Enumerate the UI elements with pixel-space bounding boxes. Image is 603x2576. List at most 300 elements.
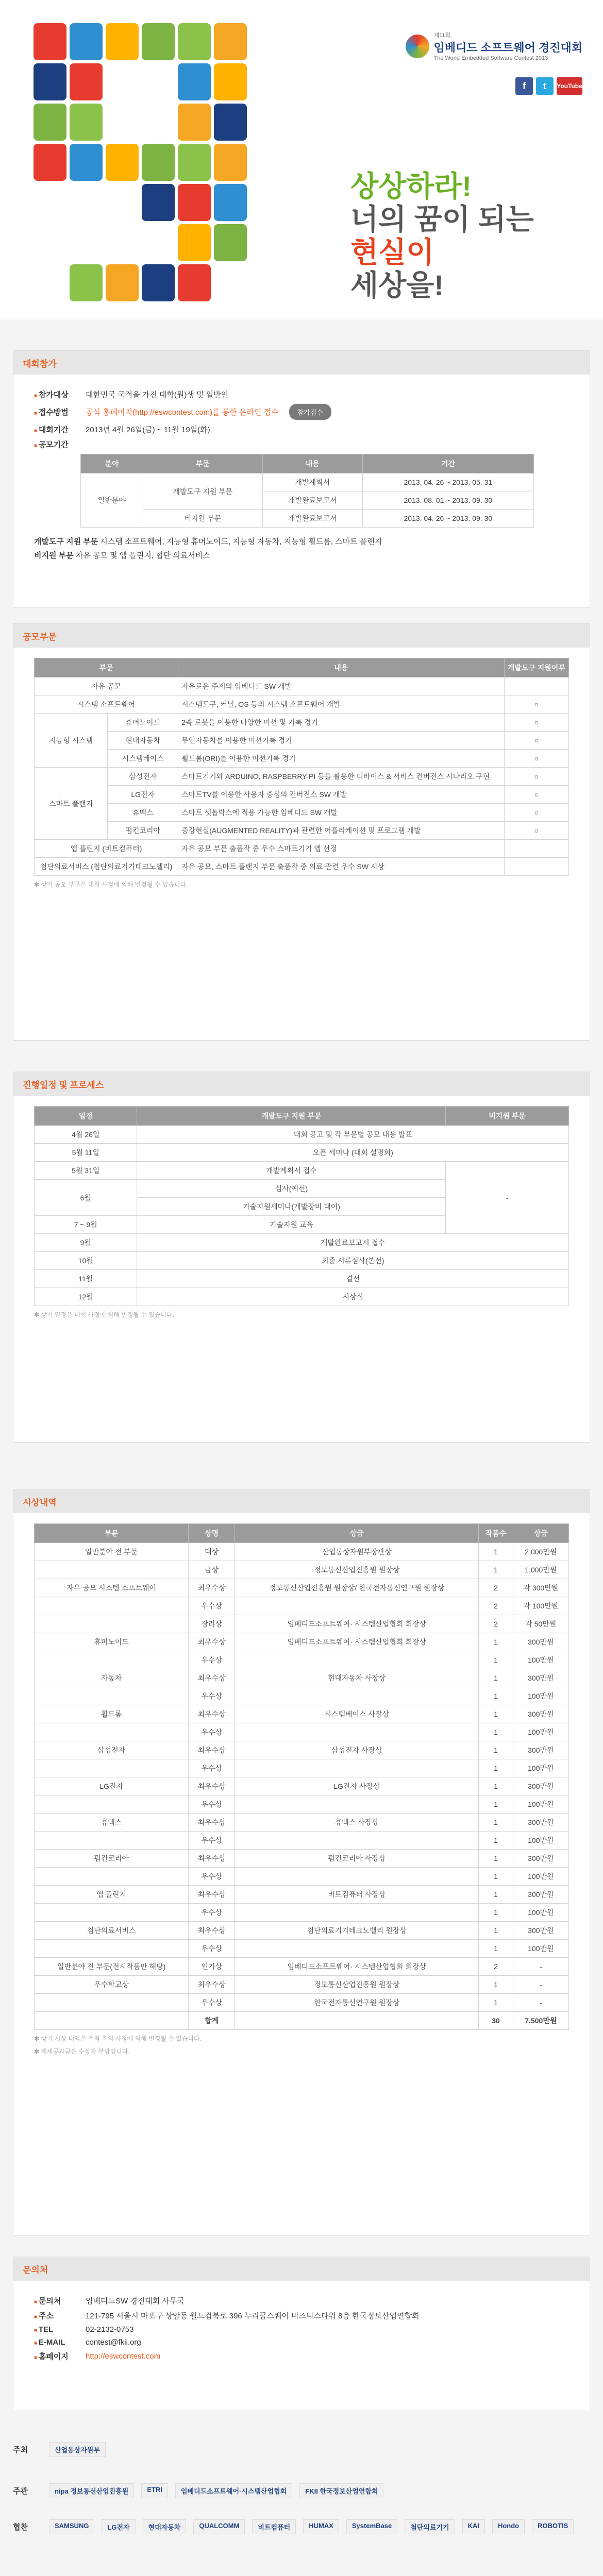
contact-value[interactable]: http://eswcontest.com	[86, 2352, 161, 2361]
awards-group: 자동차	[35, 1669, 189, 1687]
section-awards	[13, 1489, 590, 2236]
awards-count: 1	[479, 1940, 513, 1958]
logo-subtitle: The World Embedded Software Contest 2013	[433, 55, 548, 61]
awards-prize	[235, 1597, 479, 1615]
organizer-row	[13, 2483, 590, 2498]
awards-group	[35, 1615, 189, 1633]
awards-count: 1	[479, 1850, 513, 1868]
sponsor-logo[interactable]: HUMAX	[303, 2519, 339, 2534]
contest-row	[35, 677, 569, 696]
schedule-item: 대회 공고 및 각 부문별 공모 내용 발표	[137, 1126, 569, 1144]
section-title: 대회참가	[23, 359, 57, 369]
contest-content: 2족 로봇을 이용한 다양한 미션 및 기록 경기	[178, 714, 505, 732]
contest-row	[35, 804, 569, 822]
awards-note-2: ✽ 제세공과금은 수상자 부담입니다.	[34, 2047, 569, 2056]
support-note	[34, 536, 569, 547]
contest-row	[35, 750, 569, 768]
youtube-icon[interactable]: YouTube	[557, 77, 582, 95]
contest-header: 부문	[35, 658, 178, 677]
awards-group: 첨단의료서비스	[35, 1922, 189, 1940]
awards-row	[35, 2012, 569, 2030]
organizer-logo[interactable]: FKII 한국정보산업연합회	[299, 2483, 383, 2498]
hero-banner	[0, 0, 603, 319]
section-contact	[13, 2257, 590, 2411]
awards-name: 우수상	[189, 1904, 235, 1922]
awards-row	[35, 1687, 569, 1705]
period-date: 2013. 04. 26 ~ 2013. 05. 31	[362, 473, 533, 492]
entry-value: 대한민국 국적을 가진 대학(원)생 및 일반인	[86, 391, 229, 399]
awards-count: 30	[479, 2012, 513, 2030]
section-entry	[13, 350, 590, 608]
contest-content: 증강현실(AUGMENTED REALITY)과 관련한 어플리케이션 및 프로그램 개발	[178, 822, 505, 840]
awards-money: 100만원	[513, 1868, 568, 1886]
awards-money: 100만원	[513, 1723, 568, 1741]
awards-group: 펌킨코리아	[35, 1850, 189, 1868]
awards-row	[35, 1940, 569, 1958]
awards-count: 1	[479, 1886, 513, 1904]
awards-group	[35, 1868, 189, 1886]
puzzle-tile	[214, 144, 247, 181]
host-label: 주최	[13, 2446, 28, 2454]
contest-part: 자유 공모	[35, 677, 178, 696]
awards-prize	[235, 1795, 479, 1814]
sponsor-logo[interactable]: SystemBase	[346, 2519, 397, 2534]
schedule-date: 5월 11일	[35, 1144, 137, 1162]
sponsor-logo[interactable]: SAMSUNG	[49, 2519, 94, 2534]
contest-header: 내용	[178, 658, 505, 677]
sponsor-logo[interactable]: 비트컴퓨터	[252, 2519, 296, 2534]
contest-logo[interactable]	[406, 31, 582, 61]
awards-group	[35, 1759, 189, 1777]
awards-prize	[235, 2012, 479, 2030]
contest-support: ○	[504, 822, 568, 840]
section-header	[13, 1489, 590, 1513]
puzzle-tile	[178, 23, 211, 60]
awards-money: 100만원	[513, 1759, 568, 1777]
awards-row	[35, 1633, 569, 1651]
puzzle-tile	[214, 224, 247, 261]
sponsor-logo[interactable]: Hondo	[492, 2519, 525, 2534]
awards-header: 작품수	[479, 1524, 513, 1543]
puzzle-tile	[34, 63, 66, 100]
contact-key: ■ TEL	[34, 2325, 86, 2334]
puzzle-tile	[106, 23, 139, 60]
awards-prize: 산업통상자원부장관상	[235, 1543, 479, 1561]
schedule-item: 개발계획서 접수	[137, 1162, 446, 1180]
puzzle-tile	[142, 144, 175, 181]
awards-prize: 휴맥스 사장상	[235, 1814, 479, 1832]
awards-count: 1	[479, 1759, 513, 1777]
awards-group	[35, 1904, 189, 1922]
awards-row	[35, 1868, 569, 1886]
awards-name: 최우수상	[189, 1976, 235, 1994]
period-part: 비지원 부문	[143, 510, 262, 528]
contest-support: ○	[504, 804, 568, 822]
puzzle-tile	[178, 63, 211, 100]
schedule-date: 6월	[35, 1180, 137, 1216]
schedule-date: 7 ~ 9월	[35, 1216, 137, 1234]
period-header: 내용	[262, 454, 362, 473]
awards-name: 우수상	[189, 1795, 235, 1814]
period-content: 개발완료보고서	[262, 510, 362, 528]
contest-support: ○	[504, 768, 568, 786]
sponsor-logo[interactable]: 첨단의료기기	[405, 2519, 455, 2534]
awards-money: 100만원	[513, 1795, 568, 1814]
awards-money: 300만원	[513, 1886, 568, 1904]
awards-prize: 시스템베이스 사장상	[235, 1705, 479, 1723]
section-title: 진행일정 및 프로세스	[23, 1080, 104, 1090]
awards-group	[35, 1795, 189, 1814]
schedule-item: 개발완료보고서 접수	[137, 1234, 569, 1252]
awards-group	[35, 1687, 189, 1705]
schedule-row	[35, 1144, 569, 1162]
support-note-key: 개발도구 지원 부문	[34, 537, 98, 546]
nonsupport-note	[34, 550, 569, 561]
awards-count: 1	[479, 1561, 513, 1579]
sponsor-logo[interactable]: QUALCOMM	[193, 2519, 245, 2534]
schedule-date: 10월	[35, 1252, 137, 1270]
schedule-item: 최종 서류심사(본선)	[137, 1252, 569, 1270]
contest-content: 무인자동차를 이용한 미션기록 경기	[178, 732, 505, 750]
awards-row	[35, 1615, 569, 1633]
awards-name: 우수상	[189, 1940, 235, 1958]
puzzle-tile	[178, 144, 211, 181]
puzzle-tile	[34, 23, 66, 60]
awards-prize: 현대자동차 사장상	[235, 1669, 479, 1687]
awards-row	[35, 1832, 569, 1850]
awards-money: 100만원	[513, 1940, 568, 1958]
awards-name: 최우수상	[189, 1922, 235, 1940]
contest-part: 현대자동차	[108, 732, 178, 750]
schedule-date: 12월	[35, 1288, 137, 1306]
awards-prize	[235, 1759, 479, 1777]
schedule-row	[35, 1252, 569, 1270]
awards-name: 최우수상	[189, 1850, 235, 1868]
awards-name: 최우수상	[189, 1669, 235, 1687]
awards-group: 우수학교상	[35, 1976, 189, 1994]
contest-row	[35, 840, 569, 858]
puzzle-tile	[214, 63, 247, 100]
awards-group	[35, 1832, 189, 1850]
awards-money: 300만원	[513, 1705, 568, 1723]
awards-prize: 첨단의료기기테크노벨리 원장상	[235, 1922, 479, 1940]
slogan-line-1: 상상하라!	[350, 170, 472, 202]
awards-table	[34, 1523, 569, 2030]
awards-group	[35, 1561, 189, 1579]
schedule-item: 심사(예선)	[137, 1180, 446, 1198]
awards-prize	[235, 1687, 479, 1705]
awards-group: 삼성전자	[35, 1741, 189, 1759]
awards-group: 일반분야 전 부문	[35, 1543, 189, 1561]
puzzle-tile	[178, 264, 211, 301]
awards-prize: 정보통신산업진흥원 원장상	[235, 1561, 479, 1579]
contest-content: 자유 공모, 스마트 플랜지 부문 출품작 중 의료 관련 우수 SW 시상	[178, 858, 505, 876]
section-header	[13, 351, 590, 375]
puzzle-tile	[106, 144, 139, 181]
awards-name: 우수상	[189, 1832, 235, 1850]
section-header	[13, 1072, 590, 1096]
contest-content: 시스템도구, 커널, OS 등의 시스템 소프트웨어 개발	[178, 696, 505, 714]
contest-note: ✽ 상기 공모 부문은 대회 사정에 의해 변경될 수 있습니다.	[34, 880, 569, 889]
awards-money: 300만원	[513, 1850, 568, 1868]
contest-part: 앱 플린지 (비트컴퓨터)	[35, 840, 178, 858]
awards-money: 100만원	[513, 1687, 568, 1705]
contest-content: 자유 공모 부문 출품작 중 우수 스마트기기 앱 선정	[178, 840, 505, 858]
awards-count: 2	[479, 1615, 513, 1633]
awards-name: 우수상	[189, 1651, 235, 1669]
awards-name: 우수상	[189, 1868, 235, 1886]
schedule-item: 시상식	[137, 1288, 569, 1306]
awards-row	[35, 1597, 569, 1615]
awards-money: 300만원	[513, 1669, 568, 1687]
awards-prize: 펌킨코리아 사장상	[235, 1850, 479, 1868]
section-header	[13, 624, 590, 648]
support-note-value: 시스템 소프트웨어, 지능형 휴머노이드, 지능형 자동차, 지능형 휠드롬, 스마트 플랜지	[98, 537, 382, 546]
contest-part: 삼성전자	[108, 768, 178, 786]
awards-money: 각 50만원	[513, 1615, 568, 1633]
awards-money: 300만원	[513, 1741, 568, 1759]
awards-money: -	[513, 1994, 568, 2012]
awards-row	[35, 1579, 569, 1597]
puzzle-tile	[70, 63, 103, 100]
contest-row	[35, 732, 569, 750]
schedule-item: 오픈 세미나 (대회 설명회)	[137, 1144, 569, 1162]
awards-prize: 임베디드소프트웨어· 시스템산업협회 회장상	[235, 1633, 479, 1651]
awards-group: 휴머노이드	[35, 1633, 189, 1651]
organizer-logo[interactable]: ETRI	[141, 2483, 168, 2498]
section-title: 공모부문	[23, 632, 57, 642]
awards-prize: 한국전자통신연구원 원장상	[235, 1994, 479, 2012]
awards-prize: 비트컴퓨터 사장상	[235, 1886, 479, 1904]
contest-part: 시스템베이스	[108, 750, 178, 768]
contest-support: ○	[504, 696, 568, 714]
awards-money: 300만원	[513, 1633, 568, 1651]
nonsupport-note-value: 자유 공모 및 앱 플린지, 협단 의료서비스	[73, 551, 210, 560]
period-row	[81, 510, 534, 528]
awards-row	[35, 1759, 569, 1777]
awards-row	[35, 1561, 569, 1579]
entry-key: ■ 참가대상	[34, 389, 86, 400]
contest-part: 휴맥스	[108, 804, 178, 822]
contact-row	[34, 2351, 569, 2362]
slogan	[350, 170, 534, 302]
entry-key: ■ 접수방법	[34, 406, 86, 417]
contest-table	[34, 658, 569, 876]
contact-value: 02-2132-0753	[86, 2325, 134, 2334]
contest-content: 스마트TV를 이용한 사용자 중심의 컨버전스 SW 개발	[178, 786, 505, 804]
awards-prize	[235, 1832, 479, 1850]
awards-count: 1	[479, 1904, 513, 1922]
awards-prize: 정보통신산업진흥원 원장상	[235, 1976, 479, 1994]
schedule-date: 5월 31일	[35, 1162, 137, 1180]
awards-count: 1	[479, 1543, 513, 1561]
awards-count: 1	[479, 1741, 513, 1759]
contact-value: 임베디드SW 경진대회 사무국	[86, 2297, 185, 2306]
awards-row	[35, 1814, 569, 1832]
awards-name: 인기상	[189, 1958, 235, 1976]
contact-row	[34, 2325, 569, 2334]
awards-group	[35, 1651, 189, 1669]
awards-name: 최우수상	[189, 1741, 235, 1759]
awards-row	[35, 1651, 569, 1669]
schedule-header: 일정	[35, 1107, 137, 1126]
awards-group	[35, 1723, 189, 1741]
contact-key: ■ 문의처	[34, 2295, 86, 2306]
awards-prize	[235, 1723, 479, 1741]
schedule-row	[35, 1270, 569, 1288]
awards-count: 1	[479, 1922, 513, 1940]
puzzle-tile	[214, 184, 247, 221]
period-content: 개발완료보고서	[262, 492, 362, 510]
sponsor-label: 협찬	[13, 2523, 28, 2532]
awards-name: 최우수상	[189, 1814, 235, 1832]
sponsor-row	[13, 2519, 590, 2534]
section-schedule	[13, 1072, 590, 1443]
contest-content: 자유로운 주제의 임베디드 SW 개발	[178, 677, 505, 696]
awards-name: 최우수상	[189, 1633, 235, 1651]
puzzle-tile	[70, 264, 103, 301]
schedule-item: 기술지원 교육	[137, 1216, 446, 1234]
period-row	[81, 473, 534, 492]
awards-count: 1	[479, 1669, 513, 1687]
schedule-date: 9월	[35, 1234, 137, 1252]
awards-row	[35, 1922, 569, 1940]
sponsor-logo[interactable]: LG전자	[102, 2519, 135, 2534]
awards-group: 자유 공모 시스템 소프트웨어	[35, 1579, 189, 1597]
logo-badge: 제11회	[433, 32, 451, 39]
schedule-row	[35, 1126, 569, 1144]
slogan-line-4: 세상을!	[350, 269, 444, 301]
period-header: 분야	[81, 454, 143, 473]
awards-row	[35, 1958, 569, 1976]
schedule-nonsupport: -	[446, 1162, 569, 1234]
sponsor-logo[interactable]: 현대자동차	[143, 2519, 187, 2534]
contest-header: 개발도구 지원여부	[504, 658, 568, 677]
contest-content: 휠드롬(ORI)를 이용한 미션기록 경기	[178, 750, 505, 768]
entry-value: 2013년 4월 26일(금) ~ 11월 19일(화)	[86, 426, 210, 434]
awards-count: 1	[479, 1687, 513, 1705]
awards-count: 1	[479, 1777, 513, 1795]
entry-value: 공식 홈페이지(http://eswcontest.com)를 통한 온라인 접수	[86, 408, 279, 417]
awards-row	[35, 1886, 569, 1904]
facebook-icon[interactable]: f	[515, 77, 533, 95]
awards-count: 2	[479, 1579, 513, 1597]
schedule-header: 비지원 부문	[446, 1107, 569, 1126]
contest-row	[35, 696, 569, 714]
contest-support	[504, 858, 568, 876]
awards-money: -	[513, 1958, 568, 1976]
twitter-icon[interactable]: t	[536, 77, 554, 95]
puzzle-nine-graphic	[31, 21, 253, 309]
puzzle-tile	[178, 224, 211, 261]
puzzle-tile	[34, 104, 66, 141]
awards-count: 1	[479, 1976, 513, 1994]
organizer-label: 주관	[13, 2487, 28, 2496]
contest-part: LG전자	[108, 786, 178, 804]
awards-name: 우수상	[189, 1723, 235, 1741]
schedule-header: 개발도구 지원 부문	[137, 1107, 446, 1126]
awards-count: 1	[479, 1795, 513, 1814]
entry-row	[34, 439, 569, 450]
awards-group: 앱 플린지	[35, 1886, 189, 1904]
awards-prize	[235, 1651, 479, 1669]
awards-row	[35, 1723, 569, 1741]
contest-row	[35, 786, 569, 804]
awards-header: 상금	[235, 1524, 479, 1543]
awards-note-1: ✽ 상기 시상 내역은 주최 측의 사정에 의해 변경될 수 있습니다.	[34, 2034, 569, 2043]
contest-content: 스마트 셋톱박스에 적용 가능한 임베디드 SW 개발	[178, 804, 505, 822]
social-links	[515, 77, 582, 95]
awards-money: 100만원	[513, 1904, 568, 1922]
puzzle-tile	[142, 184, 175, 221]
apply-button[interactable]: 참가접수	[289, 404, 331, 420]
awards-row	[35, 1850, 569, 1868]
host-logo[interactable]: 산업통상자원부	[49, 2442, 106, 2457]
schedule-row	[35, 1234, 569, 1252]
puzzle-tile	[34, 144, 66, 181]
contact-value: 121-795 서울시 마포구 상암동 월드컵북로 396 누리꿈스퀘어 비즈니스타워 8층 한국정보산업연합회	[86, 2312, 420, 2320]
puzzle-tile	[178, 104, 211, 141]
awards-group	[35, 1994, 189, 2012]
awards-prize	[235, 1940, 479, 1958]
contest-part: 시스템 소프트웨어	[35, 696, 178, 714]
organizer-logo[interactable]: 임베디드소프트웨어·시스템산업협회	[175, 2483, 292, 2498]
sponsor-logo[interactable]: KAI	[462, 2519, 485, 2534]
awards-group: 일반분야 전 부문(전시작품만 해당)	[35, 1958, 189, 1976]
awards-money: 100만원	[513, 1832, 568, 1850]
awards-name: 우수상	[189, 1994, 235, 2012]
awards-group	[35, 1940, 189, 1958]
awards-header: 부문	[35, 1524, 189, 1543]
awards-money: 300만원	[513, 1922, 568, 1940]
period-date: 2013. 04. 26 ~ 2013. 09. 30	[362, 510, 533, 528]
host-row	[13, 2442, 590, 2457]
awards-name: 우수상	[189, 1687, 235, 1705]
contest-row	[35, 714, 569, 732]
awards-count: 1	[479, 1814, 513, 1832]
puzzle-tile	[70, 144, 103, 181]
puzzle-tile	[214, 23, 247, 60]
awards-money: 각 100만원	[513, 1597, 568, 1615]
awards-name: 합계	[189, 2012, 235, 2030]
awards-group: 휴맥스	[35, 1814, 189, 1832]
contest-support: ○	[504, 732, 568, 750]
contest-content: 스마트기기와 ARDUINO, RASPBERRY-PI 등을 활용한 디바이스 & 서비스 컨버전스 시나리오 구현	[178, 768, 505, 786]
organizer-logo[interactable]: nipa 정보통신산업진흥원	[49, 2483, 134, 2498]
awards-row	[35, 1904, 569, 1922]
awards-group: LG전자	[35, 1777, 189, 1795]
awards-money: 7,500만원	[513, 2012, 568, 2030]
awards-money: 2,000만원	[513, 1543, 568, 1561]
period-date: 2013. 08. 01 ~ 2013. 09. 30	[362, 492, 533, 510]
logo-mark-icon	[406, 35, 429, 58]
contest-support	[504, 840, 568, 858]
awards-count: 1	[479, 1868, 513, 1886]
awards-group: 휠드롬	[35, 1705, 189, 1723]
awards-count: 1	[479, 1994, 513, 2012]
awards-name: 우수상	[189, 1597, 235, 1615]
section-contest	[13, 623, 590, 1041]
sponsor-logo[interactable]: ROBOTIS	[532, 2519, 574, 2534]
puzzle-tile	[70, 23, 103, 60]
awards-count: 2	[479, 1597, 513, 1615]
contest-row	[35, 858, 569, 876]
contact-row	[34, 2338, 569, 2347]
contest-part: 펌킨코리아	[108, 822, 178, 840]
contact-key: ■ 주소	[34, 2310, 86, 2321]
awards-money: 1,000만원	[513, 1561, 568, 1579]
awards-prize: 삼성전자 사장상	[235, 1741, 479, 1759]
